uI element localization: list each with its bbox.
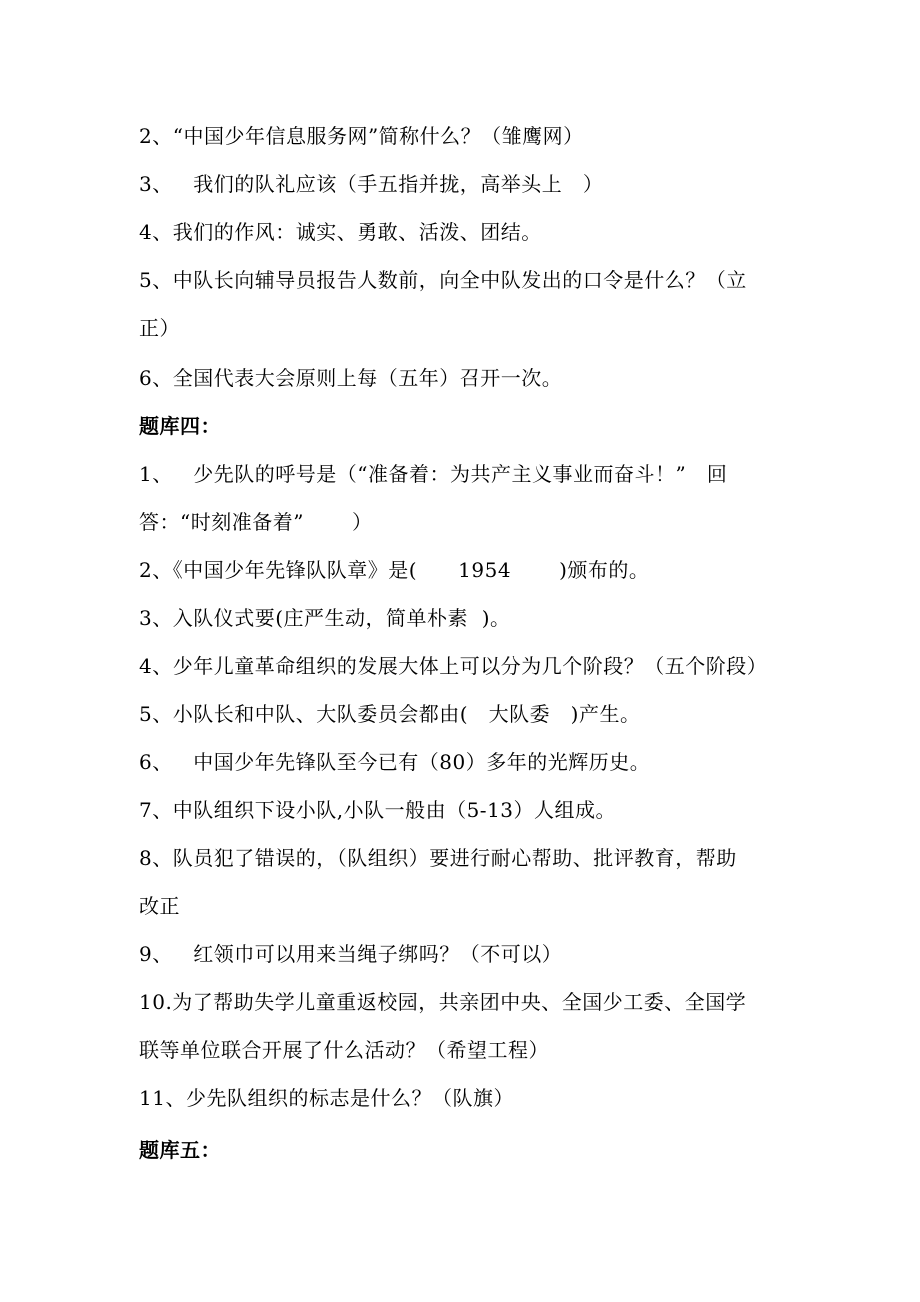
s4-question-11-line: 11、少先队组织的标志是什么？（队旗） bbox=[139, 1086, 514, 1110]
section-heading-5: 题库五： bbox=[139, 1138, 221, 1162]
s4-question-9-line: 9、 红领巾可以用来当绳子绑吗？（不可以） bbox=[139, 942, 563, 966]
s4-question-6-line: 6、 中国少年先锋队至今已有（80）多年的光辉历史。 bbox=[139, 750, 651, 774]
s4-question-8-line: 8、队员犯了错误的，（队组织）要进行耐心帮助、批评教育，帮助 bbox=[139, 846, 737, 870]
question-2-line: 2、“中国少年信息服务网”简称什么？（雏鹰网） bbox=[139, 124, 584, 148]
s4-question-2-line: 2、《中国少年先锋队队章》是( 1954 )颁布的。 bbox=[139, 558, 650, 582]
s4-question-7-line: 7、中队组织下设小队,小队一般由（5-13）人组成。 bbox=[139, 798, 617, 822]
s4-question-1-line: 1、 少先队的呼号是（“准备着：为共产主义事业而奋斗！” 回 bbox=[139, 462, 728, 486]
question-6-line: 6、全国代表大会原则上每（五年）召开一次。 bbox=[139, 366, 563, 390]
question-3-line: 3、 我们的队礼应该（手五指并拢，高举头上 ） bbox=[139, 172, 604, 196]
s4-question-1-line-cont: 答：“时刻准备着” ） bbox=[139, 510, 373, 534]
s4-question-3-line: 3、入队仪式要(庄严生动，简单朴素 )。 bbox=[139, 606, 511, 630]
question-5-line: 5、中队长向辅导员报告人数前，向全中队发出的口令是什么？（立 bbox=[139, 268, 747, 292]
s4-question-10-line: 10.为了帮助失学儿童重返校园，共亲团中央、全国少工委、全国学 bbox=[139, 990, 747, 1014]
question-4-line: 4、我们的作风：诚实、勇敢、活泼、团结。 bbox=[139, 220, 542, 244]
question-5-line-cont: 正） bbox=[139, 316, 180, 340]
section-heading-4: 题库四： bbox=[139, 414, 221, 438]
s4-question-10-line-cont: 联等单位联合开展了什么活动？（希望工程） bbox=[139, 1038, 549, 1062]
s4-question-4-line: 4、少年儿童革命组织的发展大体上可以分为几个阶段？（五个阶段） bbox=[139, 654, 768, 678]
s4-question-8-line-cont: 改正 bbox=[139, 894, 180, 918]
s4-question-5-line: 5、小队长和中队、大队委员会都由( 大队委 )产生。 bbox=[139, 702, 641, 726]
